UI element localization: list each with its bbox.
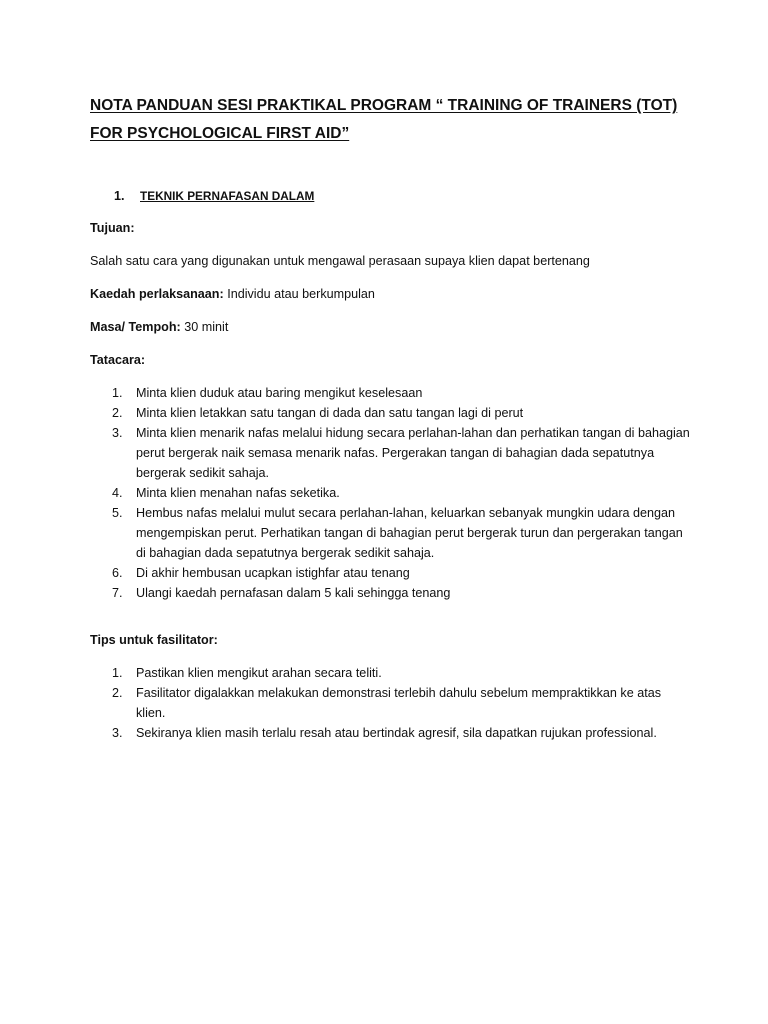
list-item-number: 2. <box>112 686 123 700</box>
tips-list <box>90 663 690 743</box>
list-item <box>90 583 690 603</box>
list-item-number: 4. <box>112 486 123 500</box>
spacer <box>90 616 690 630</box>
title-line-1: NOTA PANDUAN SESI PRAKTIKAL PROGRAM “ TRAINING OF TRAINERS (TOT) <box>90 97 678 114</box>
list-item <box>90 503 690 563</box>
list-item-number: 1. <box>112 666 123 680</box>
list-item-number: 3. <box>112 426 123 440</box>
list-item <box>90 403 690 423</box>
kaedah-label: Kaedah perlaksanaan: <box>90 287 224 301</box>
kaedah-value: Individu atau berkumpulan <box>223 287 375 301</box>
masa-line <box>90 317 690 337</box>
kaedah-line <box>90 284 690 304</box>
list-item-number: 2. <box>112 406 123 420</box>
list-item-text: Sekiranya klien masih terlalu resah atau bertindak agresif, sila dapatkan rujukan professional. <box>136 726 657 740</box>
list-item-number: 5. <box>112 506 123 520</box>
section-heading <box>90 186 690 206</box>
list-item-text: Minta klien menahan nafas seketika. <box>136 486 340 500</box>
list-item <box>90 723 690 743</box>
list-item <box>90 383 690 403</box>
tatacara-list <box>90 383 690 603</box>
tips-label: Tips untuk fasilitator: <box>90 633 218 647</box>
tatacara-label: Tatacara: <box>90 353 146 367</box>
list-item-text: Minta klien menarik nafas melalui hidung secara perlahan-lahan dan perhatikan tangan di bahagian perut bergerak naik semasa menarik nafas. Pergerakan tangan di bahagian dada sepatutnya bergerak sedikit sahaja. <box>136 426 690 480</box>
list-item-number: 1. <box>112 386 123 400</box>
list-item-number: 3. <box>112 726 123 740</box>
list-item <box>90 423 690 483</box>
title-line-2: FOR PSYCHOLOGICAL FIRST AID” <box>90 125 350 142</box>
document-title <box>90 92 690 148</box>
list-item <box>90 483 690 503</box>
section-number: 1. <box>114 189 125 203</box>
list-item <box>90 683 690 723</box>
list-item-text: Minta klien letakkan satu tangan di dada dan satu tangan lagi di perut <box>136 406 524 420</box>
tujuan-label: Tujuan: <box>90 221 135 235</box>
list-item-text: Minta klien duduk atau baring mengikut keselesaan <box>136 386 423 400</box>
list-item <box>90 563 690 583</box>
list-item-text: Di akhir hembusan ucapkan istighfar atau tenang <box>136 566 410 580</box>
tujuan-text: Salah satu cara yang digunakan untuk mengawal perasaan supaya klien dapat bertenang <box>90 254 590 268</box>
list-item <box>90 663 690 683</box>
masa-label: Masa/ Tempoh: <box>90 320 181 334</box>
list-item-number: 7. <box>112 586 123 600</box>
document-body <box>90 186 690 756</box>
list-item-text: Fasilitator digalakkan melakukan demonstrasi terlebih dahulu sebelum mempraktikkan ke atas klien. <box>136 686 662 720</box>
masa-value: 30 minit <box>180 320 229 334</box>
list-item-text: Pastikan klien mengikut arahan secara teliti. <box>136 666 382 680</box>
list-item-text: Ulangi kaedah pernafasan dalam 5 kali sehingga tenang <box>136 586 451 600</box>
list-item-number: 6. <box>112 566 123 580</box>
section-title: TEKNIK PERNAFASAN DALAM <box>140 189 315 203</box>
list-item-text: Hembus nafas melalui mulut secara perlahan-lahan, keluarkan sebanyak mungkin udara dengan mengempiskan perut. Perhatikan tangan di bahagian perut bergerak turun dan pergerakan tangan di bahagian dada sepatutnya bergerak sedikit sahaja. <box>136 506 683 560</box>
